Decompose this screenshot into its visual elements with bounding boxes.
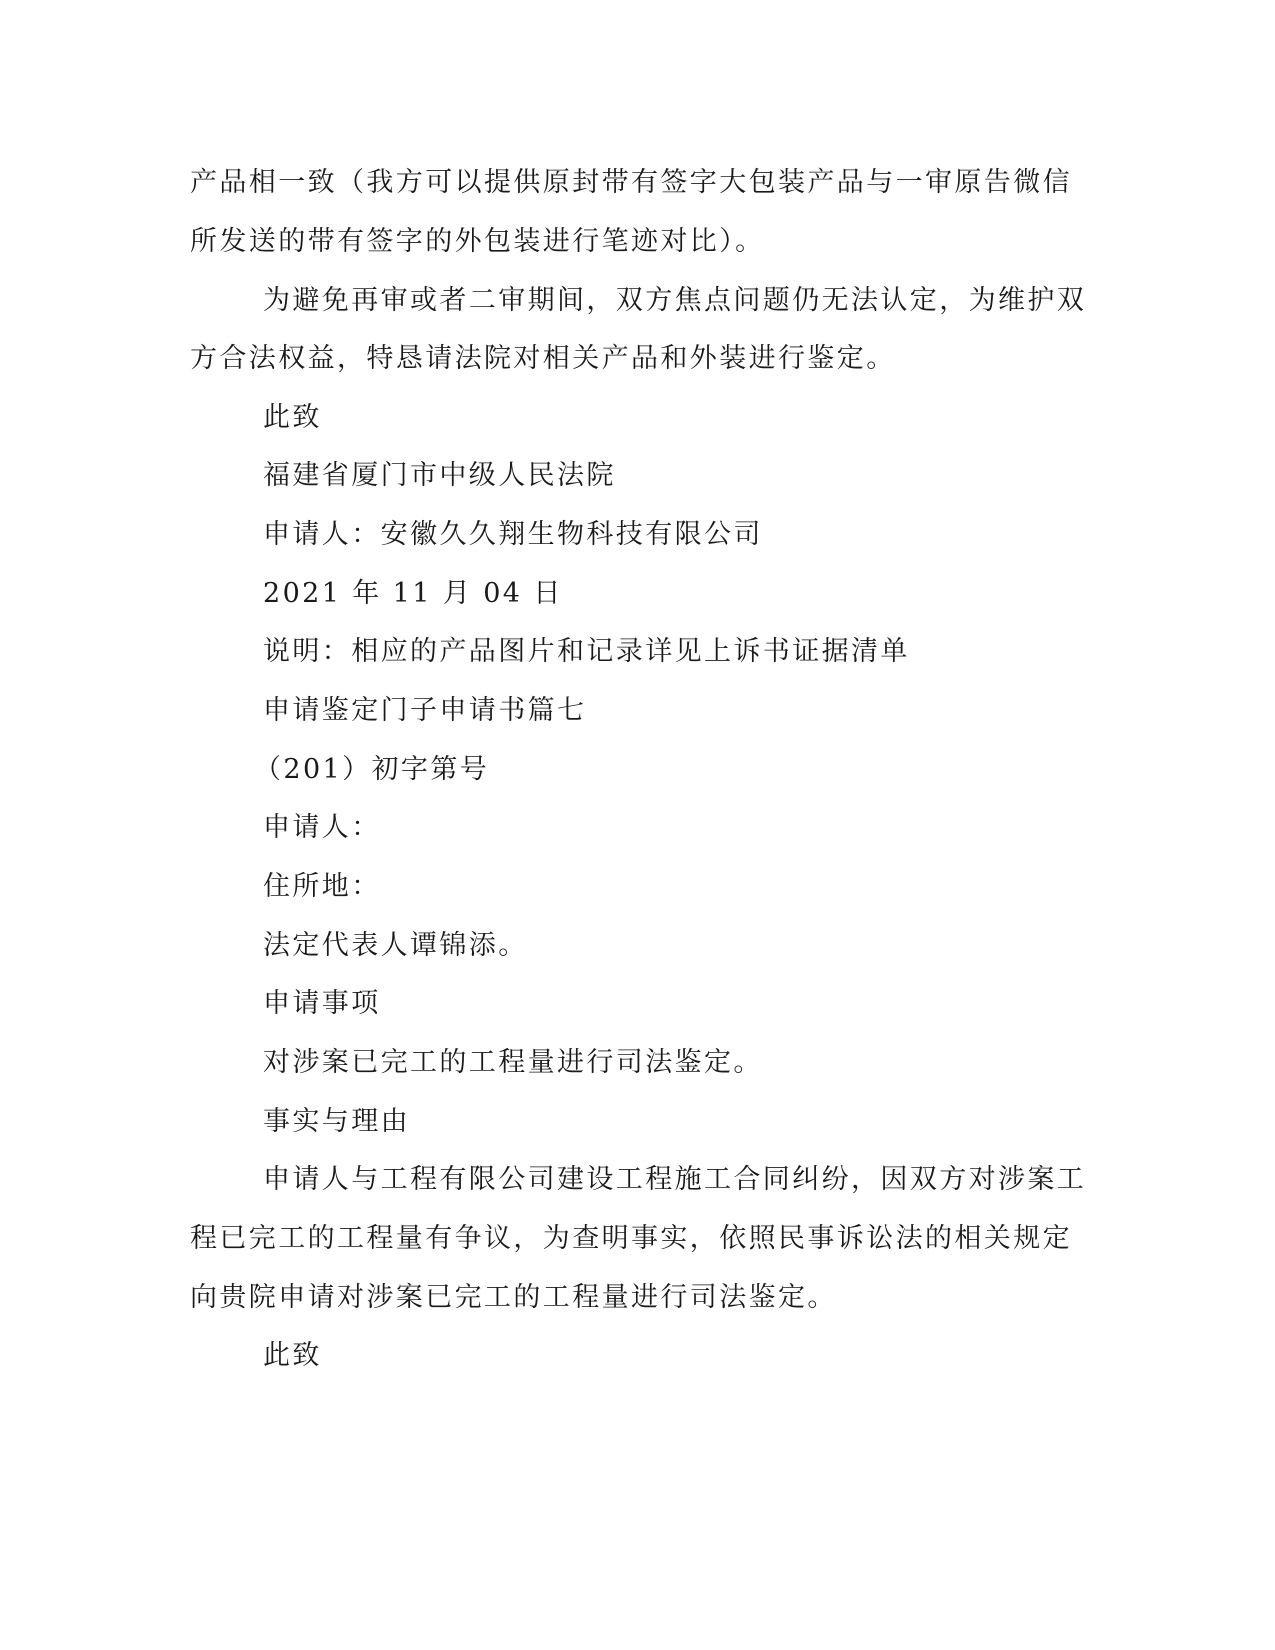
applicant-label: 申请人： bbox=[263, 812, 381, 843]
date: 2021 年 11 月 04 日 bbox=[263, 578, 563, 609]
case-number: （201）初字第号 bbox=[254, 754, 490, 785]
paragraph-line: 所发送的带有签字的外包装进行笔迹对比）。 bbox=[190, 226, 765, 257]
salutation: 此致 bbox=[263, 402, 322, 433]
paragraph-line: 产品相一致（我方可以提供原封带有签字大包装产品与一审原告微信 bbox=[190, 167, 1072, 198]
application-item: 对涉案已完工的工程量进行司法鉴定。 bbox=[263, 1047, 763, 1078]
paragraph-line: 程已完工的工程量有争议，为查明事实，依照民事诉讼法的相关规定 bbox=[190, 1223, 1072, 1254]
address-label: 住所地： bbox=[263, 871, 381, 902]
paragraph-line: 申请人与工程有限公司建设工程施工合同纠纷，因双方对涉案工 bbox=[263, 1164, 1087, 1195]
paragraph-line: 向贵院申请对涉案已完工的工程量进行司法鉴定。 bbox=[190, 1282, 837, 1313]
heading-facts-reasons: 事实与理由 bbox=[263, 1106, 410, 1137]
legal-representative: 法定代表人谭锦添。 bbox=[263, 930, 528, 961]
paragraph-line: 方合法权益，特恳请法院对相关产品和外装进行鉴定。 bbox=[190, 343, 896, 374]
salutation: 此致 bbox=[263, 1340, 322, 1371]
applicant: 申请人：安徽久久翔生物科技有限公司 bbox=[263, 519, 763, 550]
recipient: 福建省厦门市中级人民法院 bbox=[263, 460, 616, 491]
section-title: 申请鉴定门子申请书篇七 bbox=[263, 695, 587, 726]
note: 说明：相应的产品图片和记录详见上诉书证据清单 bbox=[263, 636, 910, 667]
paragraph-line: 为避免再审或者二审期间，双方焦点问题仍无法认定，为维护双 bbox=[263, 285, 1087, 316]
heading-application-items: 申请事项 bbox=[263, 988, 381, 1019]
